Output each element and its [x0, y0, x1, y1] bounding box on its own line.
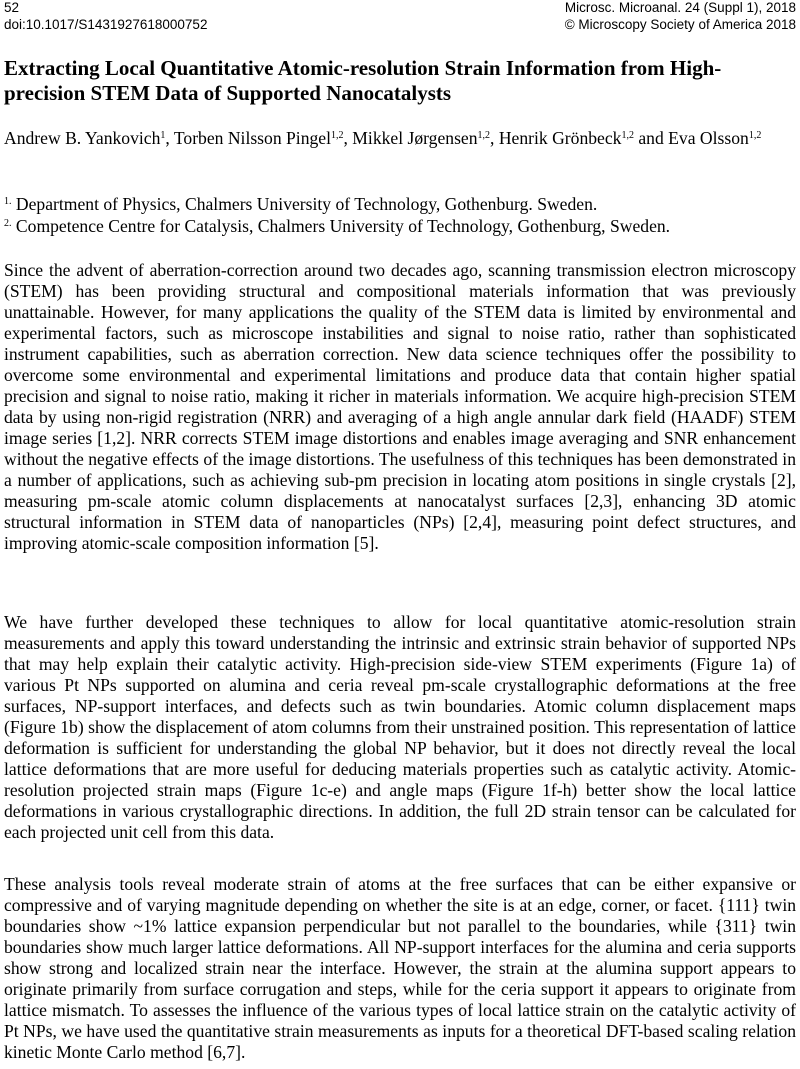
author-affiliation-marker: 1,2: [477, 130, 491, 141]
author-name: Eva Olsson: [668, 128, 749, 148]
author-name: Andrew B. Yankovich: [4, 128, 161, 148]
author-separator: and: [633, 128, 669, 148]
author-affiliation-marker: 1,2: [748, 130, 762, 141]
author-list: [4, 128, 796, 149]
affiliation: [4, 194, 796, 215]
body-paragraph: We have further developed these techniques to allow for local quantitative atomic-resolution strain measurements and apply this toward understanding the intrinsic and extrinsic strain behavior of supported NPs that may help explain their catalytic activity. High-precision side-view STEM experiments (Figure 1a) of various Pt NPs supported on alumina and ceria reveal pm-scale crystallographic deformations at the free surfaces, NP-support interfaces, and defects such as twin boundaries. Atomic column displacement maps (Figure 1b) show the displacement of atom columns from their unstrained position. This representation of lattice deformation is sufficient for understanding the global NP behavior, but it does not directly reveal the local lattice deformations that are more useful for deducing materials properties such as catalytic activity. Atomic-resolution projected strain maps (Figure 1c-e) and angle maps (Figure 1f-h) better show the local lattice deformations in various crystallographic directions. In addition, the full 2D strain tensor can be calculated for each projected unit cell from this data.: [4, 612, 796, 842]
author-name: Torben Nilsson Pingel: [173, 128, 331, 148]
author-name: Henrik Grönbeck: [498, 128, 622, 148]
body-paragraph: Since the advent of aberration-correction around two decades ago, scanning transmission electron microscopy (STEM) has been providing structural and compositional materials information that was previously unattainable. However, for many applications the quality of the STEM data is limited by environmental and experimental factors, such as microscope instabilities and signal to noise ratio, rather than sophisticated instrument capabilities, such as aberration correction. New data science techniques offer the possibility to overcome some environmental and experimental limitations and produce data that contain higher spatial precision and signal to noise ratio, making it richer in materials information. We acquire high-precision STEM data by using non-rigid registration (NRR) and averaging of a high angle annular dark field (HAADF) STEM image series [1,2]. NRR corrects STEM image distortions and enables image averaging and SNR enhancement without the negative effects of the image distortions. The usefulness of this techniques has been demonstrated in a number of applications, such as achieving sub-pm precision in locating atom positions in single crystals [2], measuring pm-scale atomic column displacements at nanocatalyst surfaces [2,3], enhancing 3D atomic structural information in STEM data of nanoparticles (NPs) [2,4], measuring point defect structures, and improving atomic-scale composition information [5].: [4, 260, 796, 553]
affiliation-text: Department of Physics, Chalmers University of Technology, Gothenburg. Sweden.: [15, 194, 598, 214]
affiliation-text: Competence Centre for Catalysis, Chalmers University of Technology, Gothenburg, Sweden.: [15, 216, 671, 236]
author-separator: ,: [165, 128, 174, 148]
body-paragraph: These analysis tools reveal moderate strain of atoms at the free surfaces that can be either expansive or compressive and of varying magnitude depending on whether the site is at an edge, corner, or facet. {111} twin boundaries show ~1% lattice expansion perpendicular but not parallel to the boundaries, while {311} twin boundaries show much larger lattice deformations. All NP-support interfaces for the alumina and ceria supports show strong and localized strain near the interface. However, the strain at the alumina support appears to originate primarily from surface corrugation and steps, while for the ceria support it appears to originate from lattice mismatch. To assesses the influence of the various types of local lattice strain on the catalytic activity of Pt NPs, we have used the quantitative strain measurements as inputs for a theoretical DFT-based scaling relation kinetic Monte Carlo method [6,7].: [4, 874, 796, 1062]
author-affiliation-marker: 1,2: [330, 130, 344, 141]
author-name: Mikkel Jørgensen: [352, 128, 478, 148]
author-affiliation-marker: 1: [160, 130, 166, 141]
author-separator: ,: [490, 128, 499, 148]
affiliation: [4, 216, 796, 237]
copyright: © Microscopy Society of America 2018: [564, 17, 796, 32]
journal-citation: Microsc. Microanal. 24 (Suppl 1), 2018: [564, 0, 796, 15]
paper-title: Extracting Local Quantitative Atomic-resolution Strain Information from High-precision STEM Data of Supported Nanocatalysts: [4, 56, 722, 105]
page-number: 52: [4, 0, 20, 15]
author-affiliation-marker: 1,2: [621, 130, 634, 141]
doi: doi:10.1017/S1431927618000752: [4, 17, 208, 32]
affiliation-marker: 1.: [4, 196, 12, 207]
affiliation-marker: 2.: [4, 218, 12, 229]
author-separator: ,: [343, 128, 353, 148]
